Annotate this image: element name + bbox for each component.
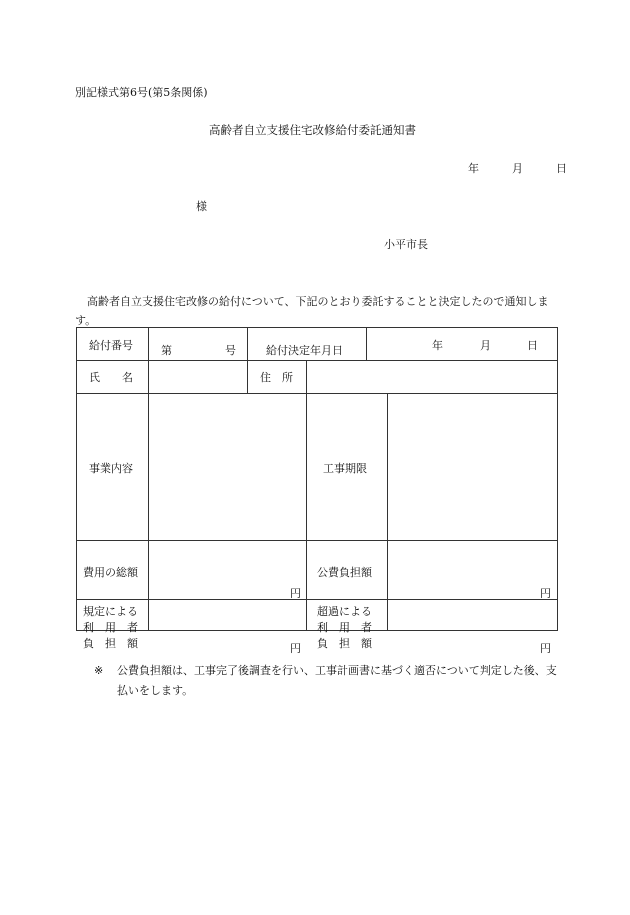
decision-month-label: 月 [480, 339, 491, 352]
issue-date-day-label: 日 [556, 162, 567, 175]
column-divider [387, 393, 388, 630]
column-divider [306, 360, 307, 630]
excess-user-burden-label-line3: 負 担 額 [317, 637, 372, 650]
column-divider [366, 328, 367, 360]
work-period-label: 工事期限 [323, 462, 367, 475]
name-label: 氏 名 [89, 371, 133, 384]
decision-year-label: 年 [432, 339, 443, 352]
payment-number-label: 給付番号 [89, 339, 133, 352]
column-divider [247, 328, 248, 393]
column-divider [148, 328, 149, 630]
public-burden-yen-unit: 円 [540, 587, 551, 600]
document-title: 高齢者自立支援住宅改修給付委託通知書 [209, 123, 416, 137]
regulated-user-burden-label-line3: 負 担 額 [83, 637, 138, 650]
regulated-user-burden-label-line2: 利 用 者 [83, 621, 138, 634]
regulated-user-burden-label-line1: 規定による [83, 605, 138, 618]
excess-user-burden-label-line1: 超過による [317, 605, 372, 618]
notification-form-table [76, 327, 558, 655]
payment-note [95, 661, 557, 701]
excess-user-burden-label-line2: 利 用 者 [317, 621, 372, 634]
notice-body-text: 高齢者自立支援住宅改修の給付について、下記のとおり委託することと決定したので通知します。 [75, 295, 549, 327]
row-divider [77, 360, 557, 361]
address-label: 住 所 [260, 371, 293, 384]
total-cost-label: 費用の総額 [83, 566, 138, 579]
payment-number-suffix: 号 [225, 344, 236, 357]
decision-day-label: 日 [527, 339, 538, 352]
total-cost-yen-unit: 円 [290, 587, 301, 600]
issue-date [468, 160, 567, 176]
work-content-label: 事業内容 [89, 462, 133, 475]
issuer-name: 小平市長 [384, 238, 428, 251]
note-mark: ※ [94, 664, 104, 677]
decision-date-label: 給付決定年月日 [266, 344, 343, 357]
addressee-suffix: 様 [196, 200, 207, 213]
note-text: 公費負担額は、工事完了後調査を行い、工事計画書に基づく適否について判定した後、支払いをします。 [117, 664, 557, 697]
form-reference: 別記様式第6号(第5条関係) [75, 86, 208, 99]
regulated-user-burden-yen-unit: 円 [290, 642, 301, 655]
payment-number-prefix: 第 [161, 344, 172, 357]
row-divider [77, 540, 557, 541]
issue-date-month-label: 月 [512, 162, 523, 175]
issue-date-year-label: 年 [468, 162, 479, 175]
row-divider [77, 393, 557, 394]
public-burden-label: 公費負担額 [317, 566, 372, 579]
excess-user-burden-yen-unit: 円 [540, 642, 551, 655]
row-divider [77, 599, 557, 600]
